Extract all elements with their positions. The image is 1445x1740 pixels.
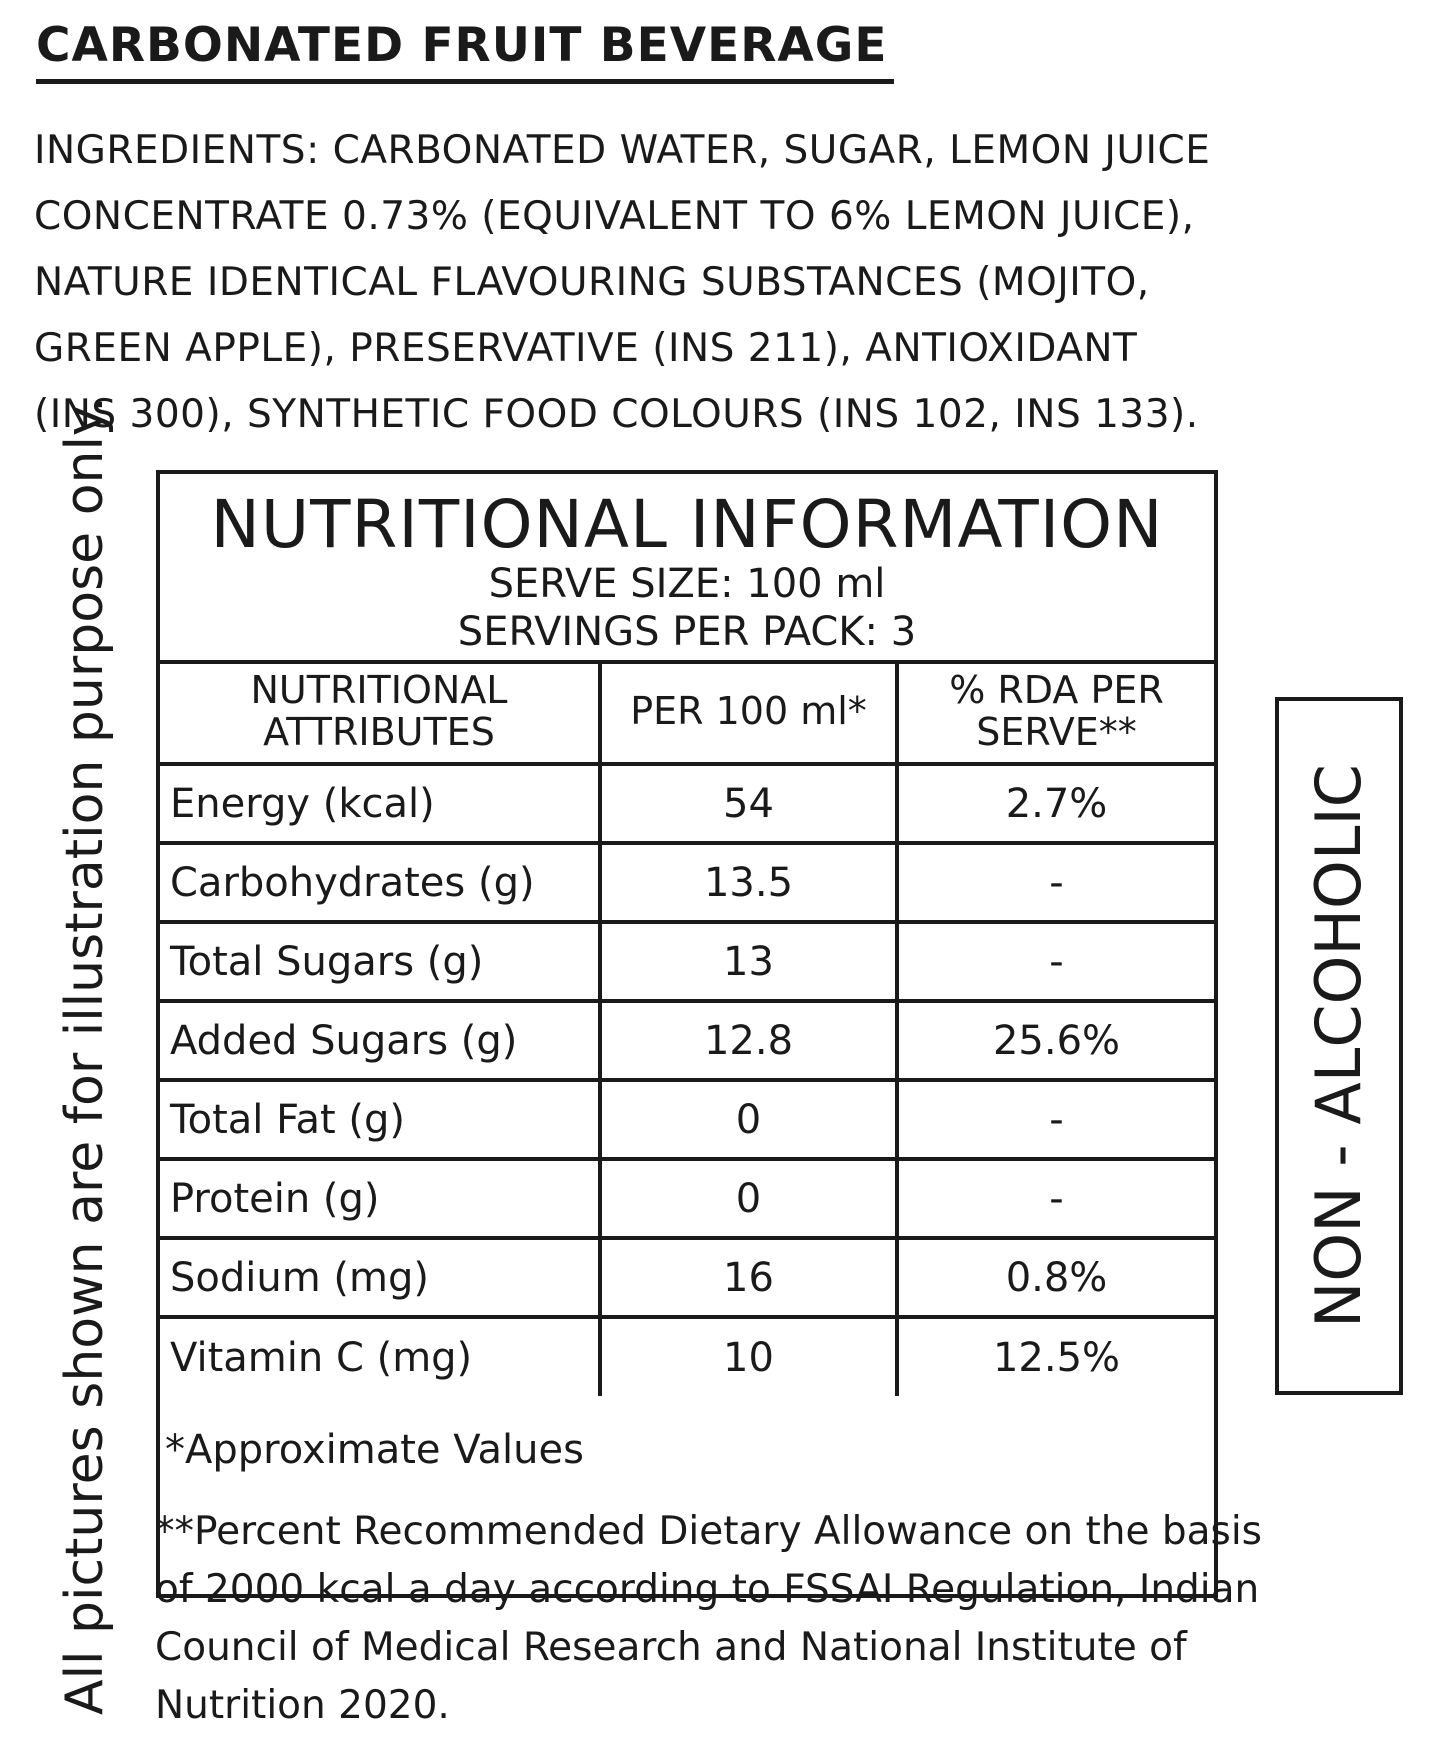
table-header-row [160,660,1214,764]
table-row [160,1080,1214,1159]
per-100ml-cell: 10 [600,1317,897,1396]
per-100ml-cell: 13 [600,922,897,1001]
rda-cell: - [897,1159,1214,1238]
ingredients-text [34,118,1404,448]
nutrition-header [160,474,1214,664]
attribute-cell: Carbohydrates (g) [160,843,600,922]
rda-cell: - [897,922,1214,1001]
attribute-cell: Total Fat (g) [160,1080,600,1159]
table-row [160,1238,1214,1317]
title-underline [36,79,894,84]
table-row [160,922,1214,1001]
table-row [160,843,1214,922]
product-title: CARBONATED FRUIT BEVERAGE [36,18,888,73]
nutrition-table [160,660,1214,1396]
rda-footnote-line: Nutrition 2020. [155,1683,450,1728]
per-100ml-cell: 12.8 [600,1001,897,1080]
nutrition-heading: NUTRITIONAL INFORMATION [210,486,1164,563]
rda-cell: 0.8% [897,1238,1214,1317]
rda-footnote-line: of 2000 kcal a day according to FSSAI Regulation, Indian [155,1567,1260,1612]
non-alcoholic-badge [1275,697,1403,1395]
ingredients-line: INGREDIENTS: CARBONATED WATER, SUGAR, LEMON JUICE [34,128,1211,173]
rda-footnote-line: Council of Medical Research and National Institute of [155,1625,1187,1670]
per-100ml-cell: 0 [600,1080,897,1159]
attribute-cell: Sodium (mg) [160,1238,600,1317]
table-row [160,1159,1214,1238]
ingredients-line: NATURE IDENTICAL FLAVOURING SUBSTANCES (MOJITO, [34,260,1150,305]
ingredients-line: CONCENTRATE 0.73% (EQUIVALENT TO 6% LEMON JUICE), [34,194,1195,239]
rda-cell: - [897,843,1214,922]
side-note-container [30,396,140,1715]
per-100ml-cell: 13.5 [600,843,897,922]
table-row [160,1317,1214,1396]
non-alcoholic-label: NON - ALCOHOLIC [1302,764,1375,1328]
attribute-cell: Energy (kcal) [160,764,600,843]
ingredients-line: (INS 300), SYNTHETIC FOOD COLOURS (INS 102, INS 133). [34,392,1199,437]
illustration-disclaimer: All pictures shown are for illustration purpose only. [55,396,115,1715]
attribute-cell: Protein (g) [160,1159,600,1238]
per-100ml-cell: 54 [600,764,897,843]
approximate-values-note: *Approximate Values [165,1427,584,1473]
attribute-cell: Added Sugars (g) [160,1001,600,1080]
rda-cell: 12.5% [897,1317,1214,1396]
rda-cell: 25.6% [897,1001,1214,1080]
rda-footnote [155,1503,1315,1735]
table-row [160,1001,1214,1080]
rda-cell: 2.7% [897,764,1214,843]
column-header-rda: % RDA PER SERVE** [897,660,1214,764]
ingredients-line: GREEN APPLE), PRESERVATIVE (INS 211), ANTIOXIDANT [34,326,1138,371]
per-100ml-cell: 0 [600,1159,897,1238]
attribute-cell: Total Sugars (g) [160,922,600,1001]
per-100ml-cell: 16 [600,1238,897,1317]
column-header-per-100ml: PER 100 ml* [600,660,897,764]
serve-size: SERVE SIZE: 100 ml [488,561,886,607]
attribute-cell: Vitamin C (mg) [160,1317,600,1396]
column-header-attributes: NUTRITIONAL ATTRIBUTES [250,668,508,754]
servings-per-pack: SERVINGS PER PACK: 3 [457,609,917,655]
table-row [160,764,1214,843]
rda-footnote-line: **Percent Recommended Dietary Allowance on the basis [155,1509,1263,1554]
rda-cell: - [897,1080,1214,1159]
